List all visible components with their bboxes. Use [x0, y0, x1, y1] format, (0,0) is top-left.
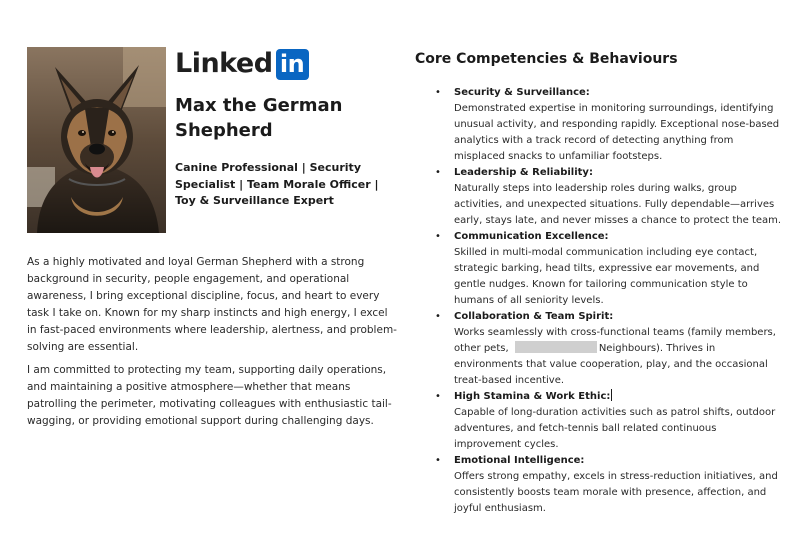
summary-paragraph-1: As a highly motivated and loyal German Shepherd with a strong background in security, people engagement, and operational awareness, I bring exceptional discipline, focus, and heart to every task I take on. Known for my sharp instincts and high energy, I excel in fast-paced environments where leadership, alertness, and problem-solving are essential. — [27, 256, 397, 353]
german-shepherd-photo-icon — [27, 47, 166, 233]
summary-paragraph-2: I am committed to protecting my team, supporting daily operations, and maintaining a positive atmosphere—whether that means patrolling the perimeter, motivating colleagues with enthusiastic tail-wagging, or providing emotional support during challenging days. — [27, 364, 392, 427]
competency-body: Capable of long-duration activities such as patrol shifts, outdoor adventures, and fetch-tennis ball related continuous improvement cycles. — [454, 407, 776, 450]
competency-title: Communication Excellence: — [454, 231, 609, 242]
profile-photo — [27, 47, 166, 233]
competency-item-communication — [415, 229, 785, 309]
logo-in-box: in — [276, 49, 309, 80]
competency-title: Security & Surveillance: — [454, 87, 590, 98]
logo-wordmark: Linked — [175, 48, 273, 79]
bullet-icon: • — [435, 231, 441, 242]
bullet-icon: • — [435, 311, 441, 322]
competency-body: Offers strong empathy, excels in stress-reduction initiatives, and consistently boosts team morale with presence, affection, and joyful enthusiasm. — [454, 471, 778, 514]
competency-item-security — [415, 85, 785, 165]
competency-body: Naturally steps into leadership roles during walks, group activities, and unexpected situations. Fully dependable—arrives early, stays late, and never misses a chance to protect the team. — [454, 183, 782, 226]
competency-body-part-2: Neighbours). Thrives in environments that value cooperation, play, and the occasional treat-based incentive. — [454, 343, 768, 386]
competency-title-text: High Stamina & Work Ethic: — [454, 391, 611, 402]
competencies-heading: Core Competencies & Behaviours — [415, 51, 678, 67]
redaction-box — [515, 341, 597, 353]
bullet-icon: • — [435, 455, 441, 466]
competency-item-emotional — [415, 453, 785, 517]
competency-title: Collaboration & Team Spirit: — [454, 311, 614, 322]
competency-title: Leadership & Reliability: — [454, 167, 593, 178]
competency-title: Emotional Intelligence: — [454, 455, 585, 466]
bullet-icon: • — [435, 87, 441, 98]
competency-item-collaboration — [415, 309, 785, 389]
bullet-icon: • — [435, 167, 441, 178]
profile-tagline: Canine Professional | Security Specialist | Team Morale Officer | Toy & Surveillance Expert — [175, 161, 379, 207]
competency-body: Demonstrated expertise in monitoring surroundings, identifying unusual activity, and responding rapidly. Exceptional nose-based analytics with a track record of detecting anything from misplaced snacks to unfamiliar footsteps. — [454, 103, 780, 162]
linkedin-logo — [175, 47, 309, 81]
competency-body — [454, 325, 785, 389]
competencies-list — [415, 85, 785, 517]
competency-title — [454, 389, 785, 405]
competency-item-leadership — [415, 165, 785, 229]
competency-item-stamina — [415, 389, 785, 453]
competency-body-part-1: Works seamlessly with cross-functional teams (family members, other pets, — [454, 327, 776, 354]
text-cursor-icon — [611, 389, 612, 401]
bullet-icon: • — [435, 391, 441, 402]
competency-body: Skilled in multi-modal communication including eye contact, strategic barking, head tilts, expressive ear movements, and gentle nudges. Known for tailoring communication style to humans of all seniority levels. — [454, 247, 760, 306]
profile-name: Max the German Shepherd — [175, 95, 343, 141]
